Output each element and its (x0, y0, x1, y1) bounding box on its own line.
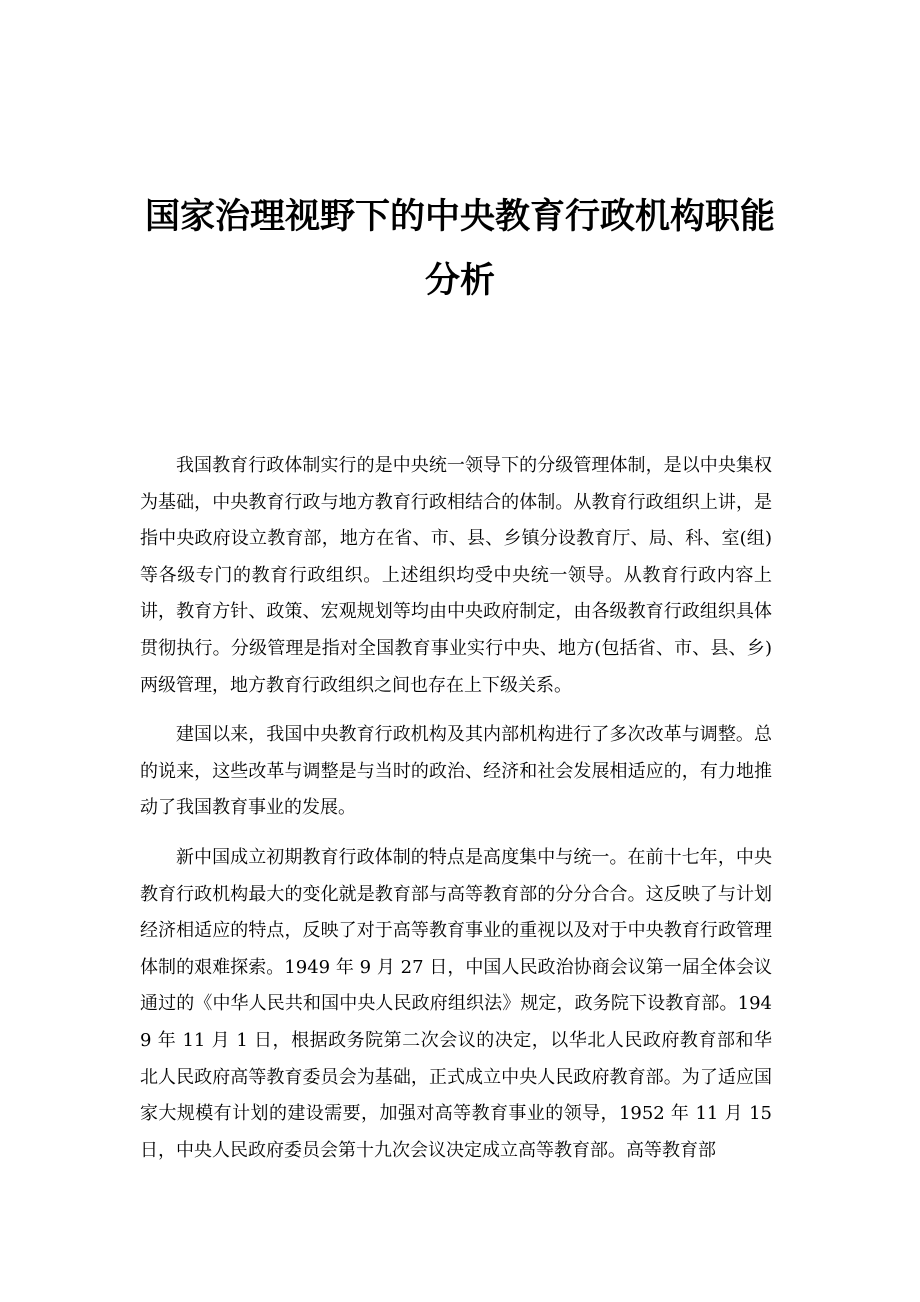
document-body (140, 448, 772, 1182)
paragraph-3: 新中国成立初期教育行政体制的特点是高度集中与统一。在前十七年，中央教育行政机构最大的变化就是教育部与高等教育部的分分合合。这反映了与计划经济相适应的特点，反映了对于高等教育事业的重视以及对于中央教育行政管理体制的艰难探索。1949 年 9 月 27 日，中国人民政治协商会议第一届全体会议通过的《中华人民共和国中央人民政府组织法》规定，政务院下设教育部。1949 年 11 月 1 日，根据政务院第二次会议的决定，以华北人民政府教育部和华北人民政府高等教育委员会为基础，正式成立中央人民政府教育部。为了适应国家大规模有计划的建设需要，加强对高等教育事业的领导，1952 年 11 月 15 日，中央人民政府委员会第十九次会议决定成立高等教育部。高等教育部 (140, 846, 772, 1161)
document-title: 国家治理视野下的中央教育行政机构职能分析 (144, 197, 775, 301)
paragraph-2: 建国以来，我国中央教育行政机构及其内部机构进行了多次改革与调整。总的说来，这些改革与调整是与当时的政治、经济和社会发展相适应的，有力地推动了我国教育事业的发展。 (140, 724, 772, 819)
paragraph-1: 我国教育行政体制实行的是中央统一领导下的分级管理体制，是以中央集权为基础，中央教育行政与地方教育行政相结合的体制。从教育行政组织上讲，是指中央政府设立教育部，地方在省、市、县、乡镇分设教育厅、局、科、室(组)等各级专门的教育行政组织。上述组织均受中央统一领导。从教育行政内容上讲，教育方针、政策、宏观规划等均由中央政府制定，由各级教育行政组织具体贯彻执行。分级管理是指对全国教育事业实行中央、地方(包括省、市、县、乡)两级管理，地方教育行政组织之间也存在上下级关系。 (140, 455, 772, 696)
